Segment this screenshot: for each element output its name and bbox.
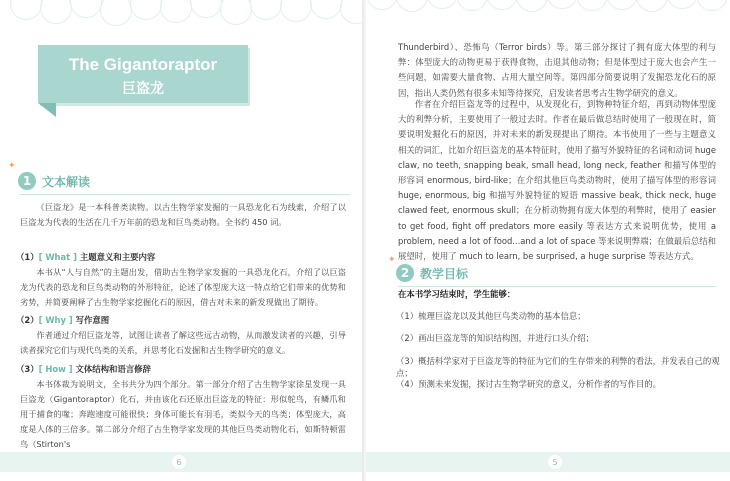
spark-icon: ✦ — [388, 255, 396, 265]
objective-item: （3）概括科学家对于巨盗龙等的特征为它们的生存带来的利弊的看法，并发表自己的观点； — [396, 356, 720, 378]
what-paragraph: 本书从“人与自然”的主题出发，借助古生物学家发掘的一具恐龙化石，介绍了以巨盗龙为代表的恐龙和巨鸟类动物的外形特征，论述了体型庞大这一特点给它们带来的优势和劣势，并简要阐释了古生物学家挖掘化石的原因，借古对未来的新发现做出了期待。 — [20, 267, 346, 307]
right-page — [366, 0, 730, 481]
header-pattern — [366, 0, 730, 22]
section-number: 1 — [18, 172, 36, 190]
section-header-reading — [18, 172, 90, 190]
section-label: 教学目标 — [420, 266, 469, 281]
section-divider — [20, 194, 350, 195]
objective-item: （1）梳理巨盗龙以及其他巨鸟类动物的基本信息； — [396, 311, 586, 321]
section-label: 文本解读 — [42, 174, 91, 189]
header-pattern — [0, 0, 364, 48]
why-heading: （2）[ Why ] 写作意图 — [16, 315, 110, 325]
what-heading: （1）[ What ] 主题意义和主要内容 — [16, 252, 156, 262]
banner-fold — [38, 103, 56, 117]
book-subtitle: 巨盗龙 — [122, 81, 164, 97]
left-page — [0, 0, 364, 481]
how-heading: （3）[ How ] 文体结构和语言修辞 — [16, 364, 151, 374]
how-paragraph: 本书体裁为说明文，全书共分为四个部分。第一部分介绍了古生物学家徐星发现一具巨盗龙（Gigantoraptor）化石，并由该化石还原出巨盗龙的特征：形似鸵鸟，有鳞爪和用于捕食的喙；奔跑速度可能很快；身体可能长有羽毛，类似今天的鸟类；体型庞大，高度是人体的三倍多。第二部分介绍了古生物学家发现的其他巨鸟类动物化石，如斯特顿雷鸟（Stirton's — [20, 379, 346, 449]
book-title: The Gigantoraptor — [68, 55, 218, 74]
section-divider — [398, 286, 716, 287]
page-number: 6 — [172, 455, 186, 469]
page-number: 5 — [548, 455, 562, 469]
why-paragraph: 作者通过介绍巨盗龙等，试图让读者了解这些远古动物，从而激发读者的兴趣，引导读者探究它们与现代鸟类的关系，并思考化石发掘和古生物学研究的意义。 — [20, 330, 346, 355]
title-banner — [38, 45, 248, 103]
objectives-lead: 在本书学习结束时，学生能够： — [398, 289, 516, 299]
spark-icon: ✦ — [8, 161, 16, 171]
objective-item: （4）预测未来发掘，探讨古生物学研究的意义，分析作者的写作目的。 — [396, 379, 661, 389]
section-number: 2 — [396, 264, 414, 282]
section-header-objectives — [396, 264, 468, 282]
structure-paragraph-continued: Thunderbird）、恐怖鸟（Terror birds）等。第三部分探讨了拥有庞大体型的利与弊：体型庞大的动物更易于获得食物，击退其他动物；但是体型过于庞大也会产生一些问题，如需要大量食物、占用大量空间等。第四部分简要说明了发掘恐龙化石的原因，指出人类仍然有很多未知等待探究，启发读者思考古生物学研究的意义。 — [398, 42, 716, 98]
language-paragraph: 作者在介绍巨盗龙等的过程中，从发现化石，到物种特征介绍，再到动物体型庞大的利弊分析，主要使用了一般过去时。作者在最后做总结时使用了一般现在时，简要说明发掘化石的原因，并对未来的新发现提出了期待。本书使用了一些与主题意义相关的词汇，比如介绍巨盗龙的基本特征时，使用了描写外貌特征的名词和动词 huge claw, no teeth, snapping beak, small head, long neck, feather 和描写体型的形容词 enormous, bird-like；在介绍其他巨鸟类动物时，使用了描写体型的形容词 huge, enormous, big 和描写外貌特征的短语 massive beak, thick neck, huge clawed feet, enormous skull；在分析动物拥有庞大体型的利弊时，使用了 easier to get food, fight off predators more easily 等表达方式来说明优势，使用 a problem, need a lot of food...and a lot of space 等来说明弊端；在做最后总结和展望时，使用了 much to learn, be surprised, a huge surprise 等表达方式。 — [398, 99, 716, 262]
objective-item: （2）画出巨盗龙等的知识结构图，并进行口头介绍； — [396, 333, 594, 343]
intro-paragraph: 《巨盗龙》是一本科普类读物。以古生物学家发掘的一具恐龙化石为线索，介绍了以巨盗龙为代表的生活在几千万年前的恐龙和巨鸟类动物。全书约 450 词。 — [20, 202, 346, 227]
